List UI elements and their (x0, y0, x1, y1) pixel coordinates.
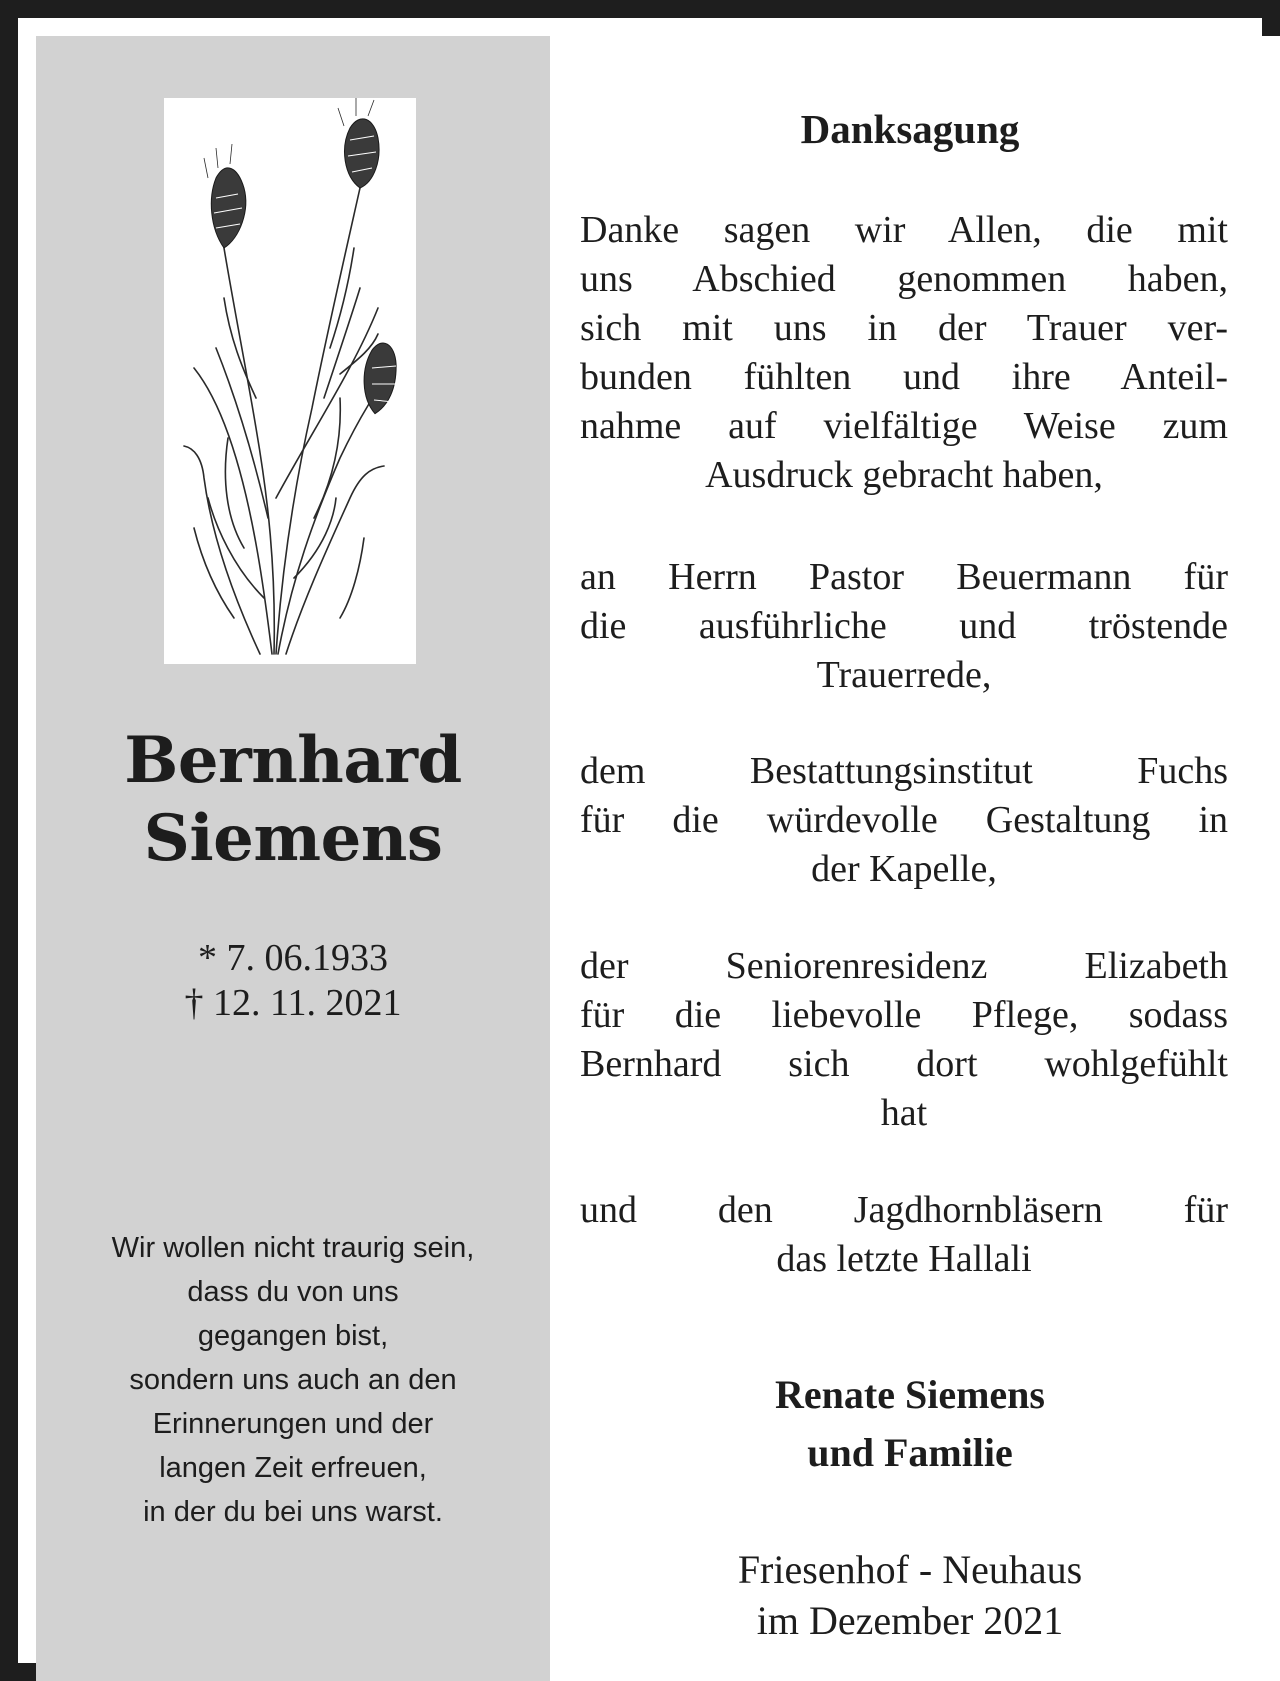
poem-line: Erinnerungen und der (152, 1408, 434, 1440)
paragraph-line: uns Abschied genommen haben, (580, 258, 1228, 300)
paragraph-line: das letzte Hallali (776, 1238, 1032, 1280)
poem-line: langen Zeit erfreuen, (159, 1452, 427, 1484)
memorial-poem (36, 1226, 550, 1534)
thanks-paragraph (580, 553, 1228, 700)
notice-title: Danksagung (800, 106, 1020, 152)
life-dates (36, 936, 550, 1026)
poem-line: Wir wollen nicht traurig sein, (111, 1232, 475, 1264)
signature-family: und Familie (807, 1430, 1013, 1475)
paragraph-line: die ausführliche und tröstende (580, 605, 1228, 647)
paragraph-line: Trauerrede, (816, 654, 992, 696)
paragraph-line: an Herrn Pastor Beuermann für (580, 556, 1228, 598)
thanks-paragraph (580, 942, 1228, 1138)
paragraph-line: Danke sagen wir Allen, die mit (580, 209, 1228, 251)
deceased-name (36, 722, 550, 878)
paragraph-line: Ausdruck gebracht haben, (705, 454, 1103, 496)
signature-name: Renate Siemens (775, 1372, 1045, 1417)
birth-date: * 7. 06.1933 (198, 937, 388, 979)
thanks-paragraph (580, 747, 1228, 894)
paragraph-line: für die würdevolle Gestaltung in (580, 799, 1228, 841)
poem-line: dass du von uns (187, 1276, 399, 1308)
death-date: † 12. 11. 2021 (184, 982, 402, 1024)
place-line: Friesenhof - Neuhaus (737, 1547, 1083, 1592)
thanks-paragraph (580, 206, 1228, 500)
thanks-paragraph (580, 1186, 1228, 1284)
deceased-first-name: Bernhard (124, 723, 462, 798)
poem-line: in der du bei uns warst. (143, 1496, 443, 1528)
paragraph-line: hat (880, 1092, 928, 1134)
paragraph-line: für die liebevolle Pflege, sodass (580, 994, 1228, 1036)
place-date (550, 1544, 1270, 1646)
right-panel (550, 36, 1280, 1681)
paragraph-line: nahme auf vielfältige Weise zum (580, 405, 1228, 447)
poem-line: sondern uns auch an den (129, 1364, 457, 1396)
paragraph-line: Bernhard sich dort wohlgefühlt (580, 1043, 1228, 1085)
poem-line: gegangen bist, (197, 1320, 389, 1352)
paragraph-line: dem Bestattungsinstitut Fuchs (580, 750, 1228, 792)
paragraph-line: der Kapelle, (811, 848, 997, 890)
wheat-illustration-icon (164, 98, 416, 664)
deceased-last-name: Siemens (143, 801, 443, 876)
paragraph-line: sich mit uns in der Trauer ver- (580, 307, 1228, 349)
left-panel (36, 36, 550, 1681)
paragraph-line: und den Jagdhornbläsern für (580, 1189, 1228, 1231)
paragraph-line: der Seniorenresidenz Elizabeth (580, 945, 1228, 987)
date-line: im Dezember 2021 (756, 1598, 1064, 1643)
paragraph-line: bunden fühlten und ihre Anteil- (580, 356, 1228, 398)
signature (550, 1366, 1270, 1482)
